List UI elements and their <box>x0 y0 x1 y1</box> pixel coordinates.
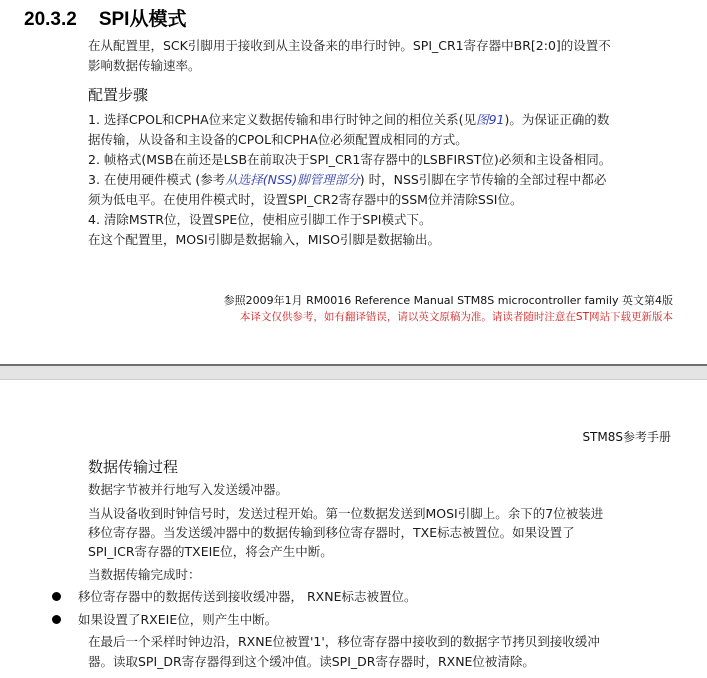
page-separator <box>0 364 707 380</box>
section-heading: SPI从模式 <box>98 9 187 30</box>
transfer-paragraph-4-line-2: 器。读取SPI_DR寄存器得到这个缓冲值。读SPI_DR寄存器时，RXNE位被清除。 <box>88 654 535 669</box>
transfer-bullet-1: 移位寄存器中的数据传送到接收缓冲器， RXNE标志被置位。 <box>78 589 417 604</box>
config-heading: 配置步骤 <box>88 86 149 104</box>
transfer-heading: 数据传输过程 <box>88 458 179 476</box>
step1-text-b: )。为保证正确的数 <box>504 112 610 127</box>
transfer-paragraph-2-line-2: 移位寄存器。当发送缓冲器中的数据传输到移位寄存器时，TXE标志被置位。如果设置了 <box>88 525 575 540</box>
intro-line-2: 影响数据传输速率。 <box>88 58 201 73</box>
step1-text-a: 1. 选择CPOL和CPHA位来定义数据传输和串行时钟之间的相位关系(见 <box>88 112 477 127</box>
intro-paragraph <box>88 36 678 76</box>
section-title <box>24 4 186 31</box>
intro-line-1: 在从配置里，SCK引脚用于接收到从主设备来的串行时钟。SPI_CR1寄存器中BR[2:0]的设置不 <box>88 38 611 53</box>
transfer-paragraph-4-line-1: 在最后一个采样时钟边沿，RXNE位被置'1'，移位寄存器中接收到的数据字节拷贝到接收缓冲 <box>88 634 600 649</box>
config-step-1-line-2: 据传输，从设备和主设备的CPOL和CPHA位必须配置成相同的方式。 <box>88 132 468 147</box>
bullet-icon <box>52 592 61 601</box>
step3-text-a: 3. 在使用硬件模式 (参考 <box>88 172 226 187</box>
config-step-4: 4. 清除MSTR位，设置SPE位，使相应引脚工作于SPI模式下。 <box>88 212 432 227</box>
config-step-2: 2. 帧格式(MSB在前还是LSB在前取决于SPI_CR1寄存器中的LSBFIRST位)必须和主设备相同。 <box>88 152 612 167</box>
transfer-bullet-2: 如果设置了RXEIE位，则产生中断。 <box>78 612 278 627</box>
footer-translation-note: 本译文仅供参考，如有翻译错误，请以英文原稿为准。请读者随时注意在ST网站下载更新版本 <box>239 311 673 323</box>
config-step-3-line-1 <box>88 170 606 190</box>
running-header: STM8S参考手册 <box>582 430 671 444</box>
figure-91-link[interactable]: 图91 <box>476 112 505 127</box>
config-step-1-line-1 <box>88 110 609 130</box>
transfer-paragraph-2-line-1: 当从设备收到时钟信号时，发送过程开始。第一位数据发送到MOSI引脚上。余下的7位被装进 <box>88 506 604 521</box>
nss-management-link[interactable]: 从选择(NSS)脚管理部分 <box>225 172 360 187</box>
config-step-3-line-2: 须为低电平。在使用件模式时，设置SPI_CR2寄存器中的SSM位并清除SSI位。 <box>88 192 523 207</box>
config-closing: 在这个配置里，MOSI引脚是数据输入，MISO引脚是数据输出。 <box>88 232 440 247</box>
footer-reference: 参照2009年1月 RM0016 Reference Manual STM8S microcontroller family 英文第4版 <box>223 294 673 307</box>
transfer-paragraph-2-line-3: SPI_ICR寄存器的TXEIE位，将会产生中断。 <box>88 544 333 559</box>
section-number: 20.3.2 <box>24 9 77 30</box>
transfer-paragraph-3: 当数据传输完成时： <box>88 567 201 582</box>
step3-text-b: ) 时，NSS引脚在字节传输的全部过程中都必 <box>359 172 607 187</box>
bullet-icon <box>52 615 61 624</box>
transfer-paragraph-1: 数据字节被并行地写入发送缓冲器。 <box>88 482 289 497</box>
